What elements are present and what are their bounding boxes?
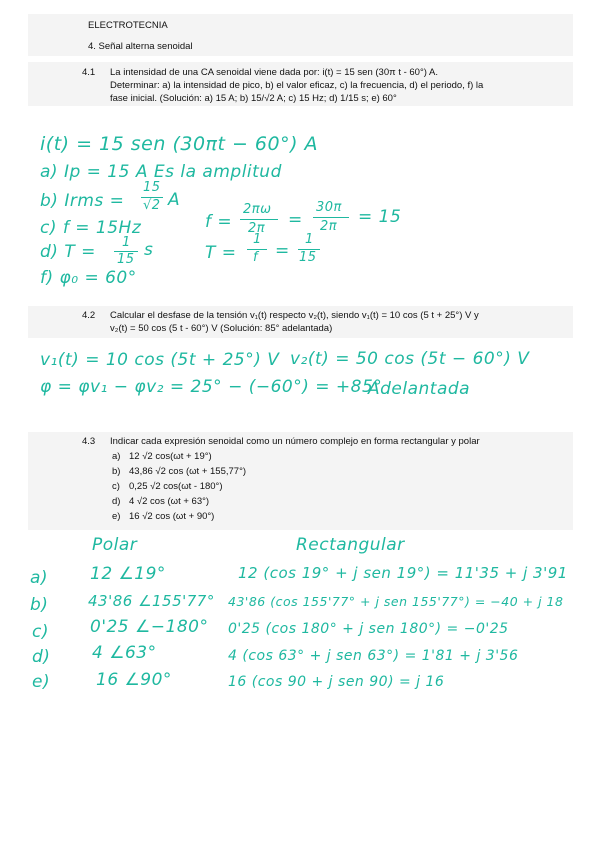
list-item-expression: 0,25 √2 cos(ωt - 180°) <box>129 481 223 492</box>
rectangular-form: 4 (cos 63° + j sen 63°) = 1'81 + j 3'56 <box>228 648 519 664</box>
fraction-bar <box>240 219 278 220</box>
unit: s <box>144 240 154 260</box>
handwritten-answer-c: c) f = 15Hz <box>40 218 142 238</box>
rectangular-form: 43'86 (cos 155'77° + j sen 155'77°) = −40 + j 18 <box>228 594 564 609</box>
fraction-denominator: √2 <box>143 198 161 213</box>
handwritten-equation: i(t) = 15 sen (30πt − 60°) A <box>40 133 319 155</box>
polar-form: 43'86 ∠155'77° <box>88 592 215 610</box>
fraction-denominator: 2π <box>248 221 266 236</box>
fraction-numerator: 1 <box>122 235 131 250</box>
list-item-letter: c) <box>112 481 120 492</box>
row-letter: d) <box>32 647 51 667</box>
fraction-denominator: f <box>253 250 259 265</box>
frequency-lhs: f = <box>205 212 233 232</box>
polar-form: 16 ∠90° <box>96 670 172 690</box>
handwritten-answer-b: b) Irms = <box>40 191 125 211</box>
handwritten-answer-d: d) T = <box>40 242 96 262</box>
fraction-numerator: 30π <box>316 200 342 215</box>
row-letter: a) <box>30 568 49 588</box>
problem-text-line: fase inicial. (Solución: a) 15 A; b) 15/√2 A; c) 15 Hz; d) 1/15 s; e) 60° <box>110 93 397 104</box>
column-title-polar: Polar <box>92 535 138 555</box>
equals-sign: = <box>275 241 290 261</box>
problem-text-line: Calcular el desfase de la tensión v₁(t) respecto v₂(t), siendo v₁(t) = 10 cos (5 t + 25°) V y <box>110 310 479 321</box>
list-item-letter: e) <box>112 511 121 522</box>
handwritten-phase: φ = φv₁ − φv₂ = 25° − (−60°) = +85° <box>40 377 383 397</box>
fraction-bar <box>313 217 349 218</box>
problem-text-line: Indicar cada expresión senoidal como un número complejo en forma rectangular y polar <box>110 436 480 447</box>
fraction-denominator: 2π <box>320 219 338 234</box>
column-title-rectangular: Rectangular <box>296 535 405 555</box>
list-item-letter: d) <box>112 496 121 507</box>
period-lhs: T = <box>205 243 237 263</box>
list-item-expression: 4 √2 cos (ωt + 63°) <box>129 496 210 507</box>
polar-form: 12 ∠19° <box>90 564 166 584</box>
rectangular-form: 12 (cos 19° + j sen 19°) = 11'35 + j 3'91 <box>238 564 568 582</box>
problem-number: 4.2 <box>82 310 96 321</box>
polar-form: 0'25 ∠−180° <box>90 617 209 637</box>
row-letter: c) <box>32 622 49 642</box>
fraction-numerator: 1 <box>305 232 314 247</box>
handwritten-note: Adelantada <box>368 379 471 399</box>
frequency-result: = 15 <box>358 207 402 227</box>
rectangular-form: 0'25 (cos 180° + j sen 180°) = −0'25 <box>228 621 509 637</box>
fraction-numerator: 2πω <box>243 202 272 217</box>
equals-sign: = <box>288 210 303 230</box>
problem-text-line: La intensidad de una CA senoidal viene dada por: i(t) = 15 sen (30π t - 60°) A. <box>110 67 439 78</box>
handwritten-answer-f: f) φ₀ = 60° <box>40 268 137 288</box>
rectangular-form: 16 (cos 90 + j sen 90) = j 16 <box>228 674 445 690</box>
unit: A <box>168 190 181 210</box>
course-title: ELECTROTECNIA <box>88 20 168 31</box>
problem-number: 4.1 <box>82 67 96 78</box>
fraction-numerator: 1 <box>253 232 262 247</box>
list-item-letter: a) <box>112 451 121 462</box>
fraction-denominator: 15 <box>299 250 317 265</box>
handwritten-answer-a: a) Ip = 15 A Es la amplitud <box>40 162 282 182</box>
fraction-numerator: 15 <box>143 180 161 195</box>
problem-number: 4.3 <box>82 436 96 447</box>
list-item-letter: b) <box>112 466 121 477</box>
handwritten-v1: v₁(t) = 10 cos (5t + 25°) V <box>40 350 280 370</box>
row-letter: e) <box>32 672 51 692</box>
row-letter: b) <box>30 595 49 615</box>
fraction-denominator: 15 <box>117 252 135 267</box>
list-item-expression: 16 √2 cos (ωt + 90°) <box>129 511 215 522</box>
polar-form: 4 ∠63° <box>92 643 157 663</box>
list-item-expression: 12 √2 cos(ωt + 19°) <box>129 451 212 462</box>
problem-text-line: v₂(t) = 50 cos (5 t - 60°) V (Solución: 85° adelantada) <box>110 323 333 334</box>
problem-text-line: Determinar: a) la intensidad de pico, b) el valor eficaz, c) la frecuencia, d) el periodo, f) la <box>110 80 484 91</box>
handwritten-v2: v₂(t) = 50 cos (5t − 60°) V <box>290 349 530 369</box>
section-title: 4. Señal alterna senoidal <box>88 41 193 52</box>
list-item-expression: 43,86 √2 cos (ωt + 155,77°) <box>129 466 247 477</box>
